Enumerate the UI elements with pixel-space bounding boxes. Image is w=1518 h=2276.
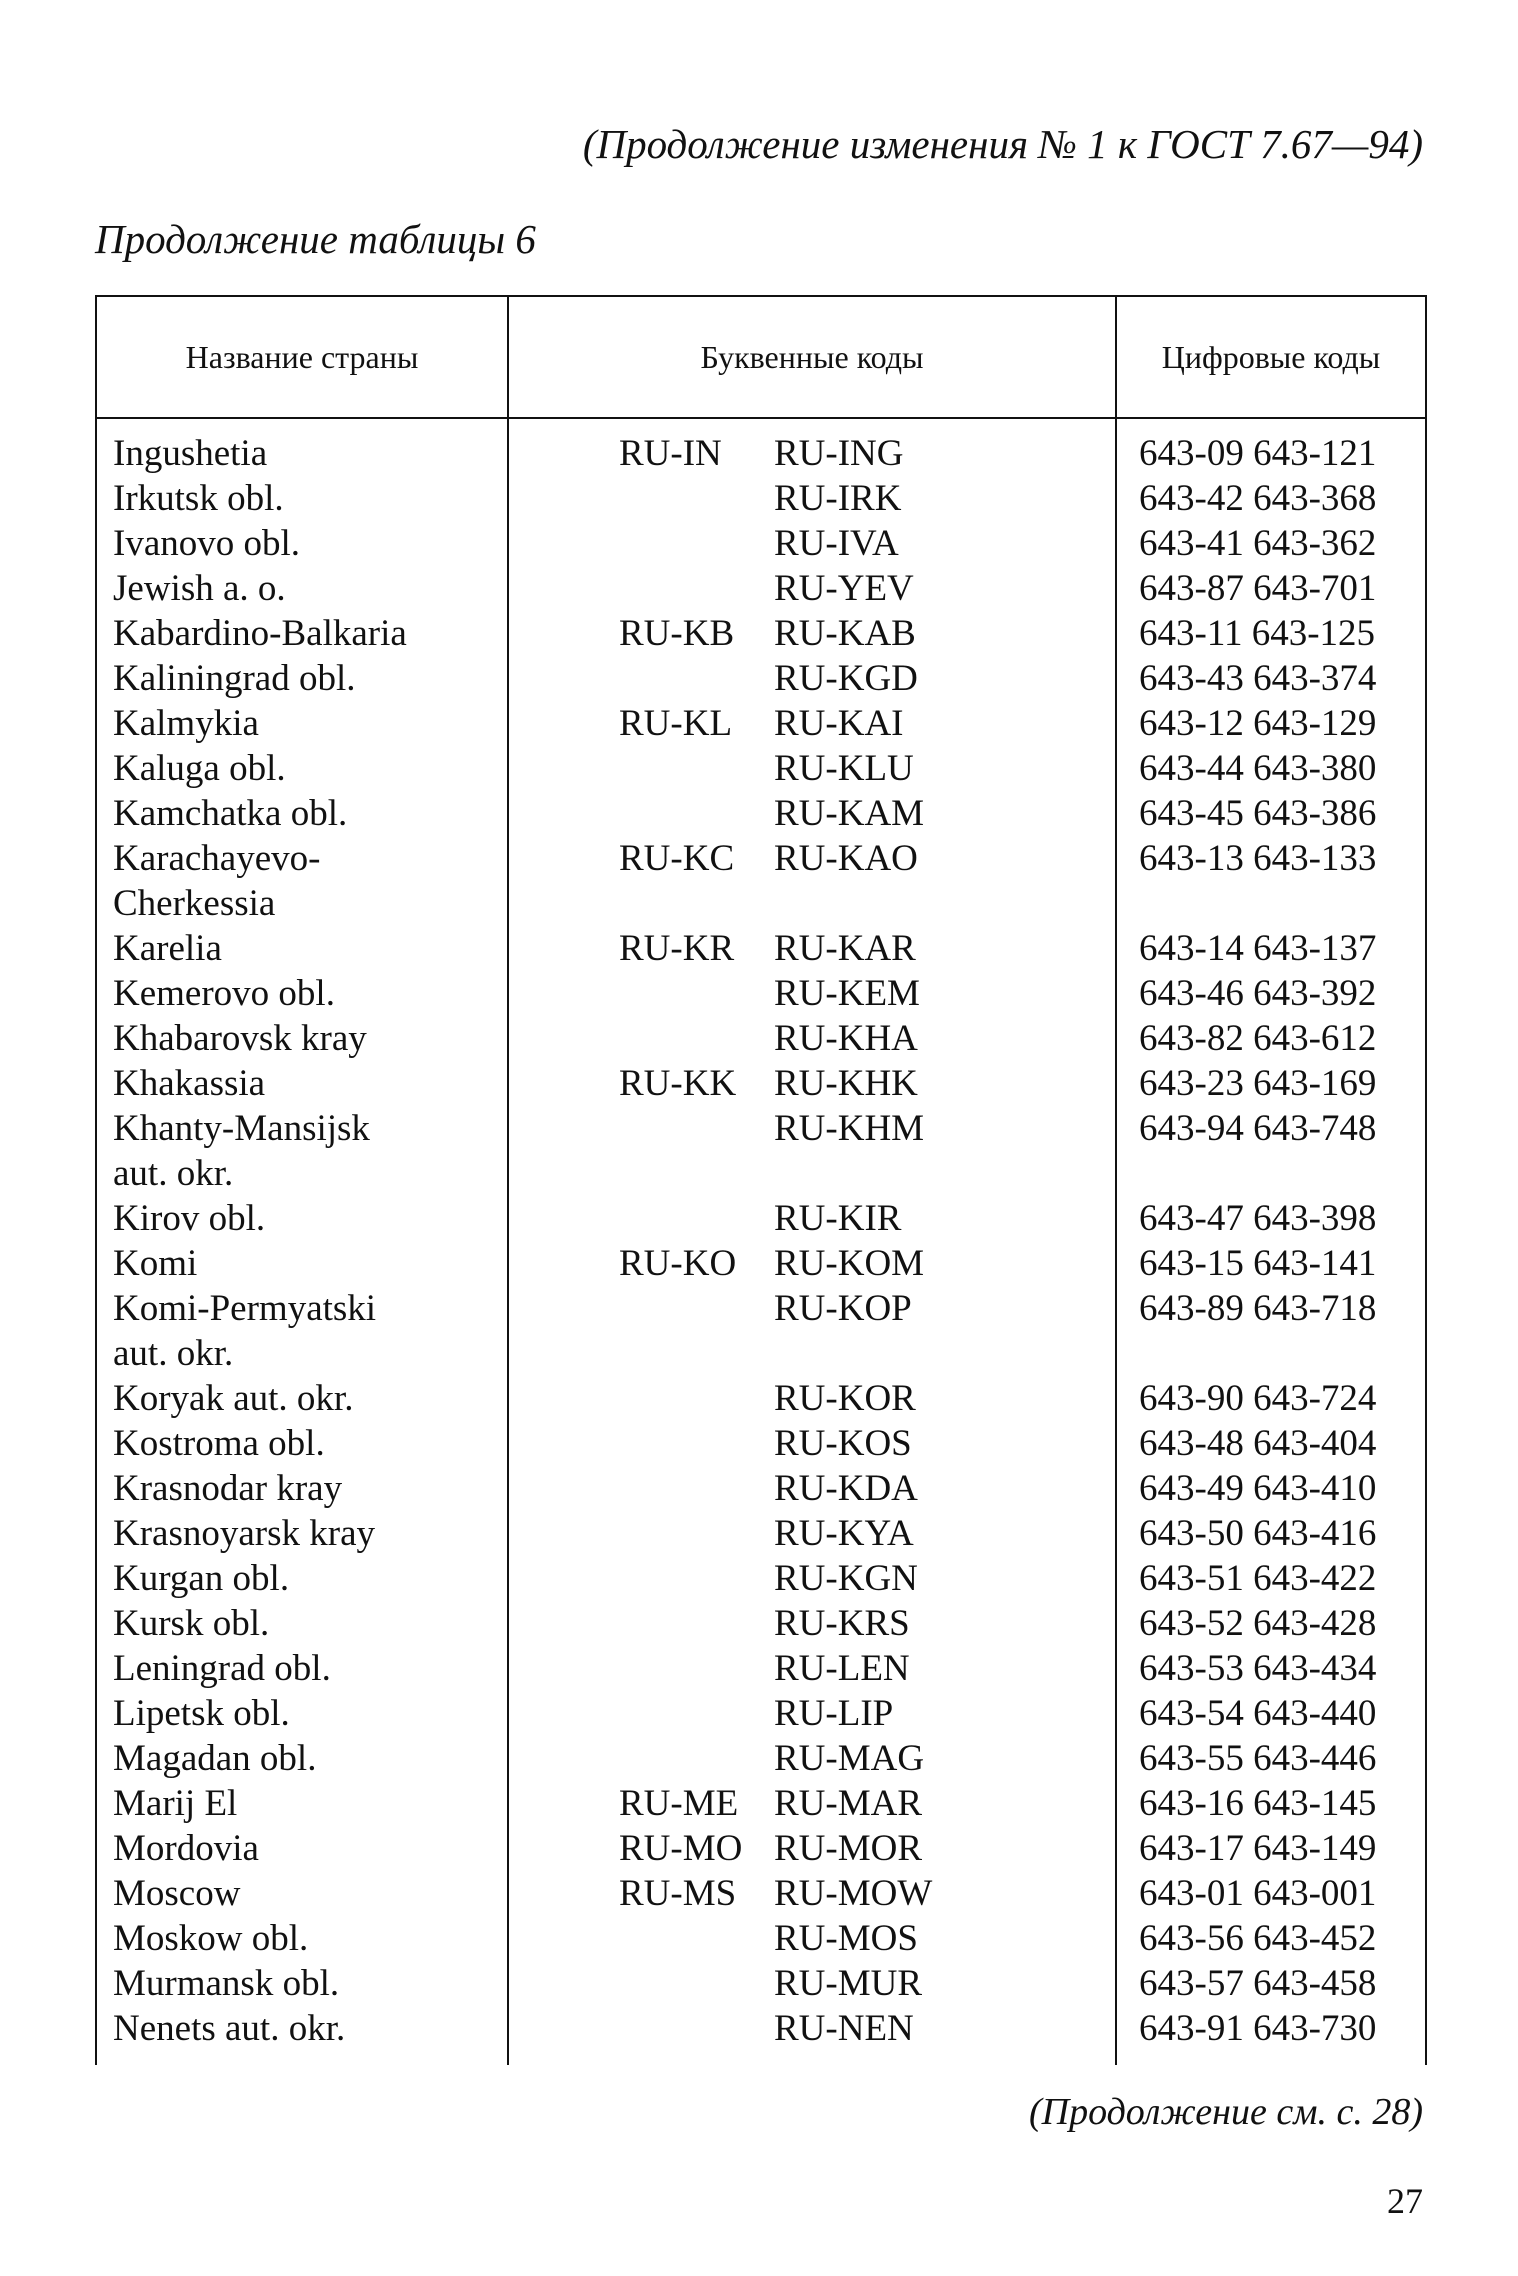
alpha-codes-cell [508, 566, 1116, 611]
numeric-codes-cell: 643-15 643-141 [1116, 1241, 1426, 1286]
numeric-codes-cell: 643-50 643-416 [1116, 1511, 1426, 1556]
alpha-codes-cell [508, 476, 1116, 521]
country-name-cell: aut. okr. [96, 1331, 508, 1376]
alpha3-code: RU-KDA [774, 1468, 918, 1509]
numeric-codes-cell: 643-53 643-434 [1116, 1646, 1426, 1691]
country-name-cell: Marij El [96, 1781, 508, 1826]
numeric-codes-cell: 643-87 643-701 [1116, 566, 1426, 611]
table-row [96, 1691, 1426, 1736]
alpha-codes-wrapper [509, 746, 1115, 791]
alpha-codes-cell [508, 1961, 1116, 2006]
table-row [96, 2006, 1426, 2065]
alpha-codes-cell [508, 1916, 1116, 1961]
alpha3-code: RU-KRS [774, 1603, 910, 1644]
country-name-cell: Khanty-Mansijsk [96, 1106, 508, 1151]
alpha3-code: RU-KAI [774, 703, 904, 744]
alpha-codes-wrapper [509, 1421, 1115, 1466]
country-name-cell: Koryak aut. okr. [96, 1376, 508, 1421]
alpha3-code: RU-MAG [774, 1738, 925, 1779]
alpha-codes-wrapper [509, 656, 1115, 701]
country-name-cell: Komi-Permyatski [96, 1286, 508, 1331]
table-row [96, 836, 1426, 881]
table-row [96, 1016, 1426, 1061]
numeric-codes-cell: 643-56 643-452 [1116, 1916, 1426, 1961]
alpha3-code: RU-KOP [774, 1288, 912, 1329]
alpha-codes-cell [508, 611, 1116, 656]
country-name-cell: Kaluga obl. [96, 746, 508, 791]
country-name-cell: Kamchatka obl. [96, 791, 508, 836]
alpha-codes-wrapper [509, 431, 1115, 476]
alpha-codes-wrapper [509, 701, 1115, 746]
country-name-cell: Khakassia [96, 1061, 508, 1106]
alpha3-code: RU-KEM [774, 973, 920, 1014]
country-name-cell: Jewish a. o. [96, 566, 508, 611]
numeric-codes-cell: 643-42 643-368 [1116, 476, 1426, 521]
numeric-codes-cell: 643-09 643-121 [1116, 418, 1426, 476]
alpha2-code: RU-IN [619, 433, 722, 474]
table-row [96, 1241, 1426, 1286]
numeric-codes-cell: 643-47 643-398 [1116, 1196, 1426, 1241]
alpha3-code: RU-KHK [774, 1063, 918, 1104]
table-row [96, 881, 1426, 926]
country-name-cell: Khabarovsk kray [96, 1016, 508, 1061]
alpha-codes-wrapper [509, 1331, 1115, 1376]
alpha2-code: RU-KC [619, 838, 735, 879]
country-name-cell: Mordovia [96, 1826, 508, 1871]
alpha-codes-wrapper [509, 971, 1115, 1016]
country-name-cell: Karachayevo- [96, 836, 508, 881]
country-name-cell: Kurgan obl. [96, 1556, 508, 1601]
alpha-codes-wrapper [509, 1466, 1115, 1511]
alpha-codes-wrapper [509, 1916, 1115, 1961]
numeric-codes-cell: 643-91 643-730 [1116, 2006, 1426, 2065]
numeric-codes-cell: 643-16 643-145 [1116, 1781, 1426, 1826]
numeric-codes-cell [1116, 1151, 1426, 1196]
table-row [96, 1061, 1426, 1106]
table-row [96, 476, 1426, 521]
alpha2-code: RU-ME [619, 1783, 739, 1824]
numeric-codes-cell: 643-45 643-386 [1116, 791, 1426, 836]
alpha-codes-wrapper [509, 1646, 1115, 1691]
country-name-cell: Kalmykia [96, 701, 508, 746]
alpha-codes-cell [508, 1736, 1116, 1781]
numeric-codes-cell: 643-13 643-133 [1116, 836, 1426, 881]
alpha3-code: RU-KOR [774, 1378, 916, 1419]
alpha3-code: RU-KHA [774, 1018, 918, 1059]
country-name-cell: aut. okr. [96, 1151, 508, 1196]
alpha3-code: RU-ING [774, 433, 904, 474]
alpha2-code: RU-KO [619, 1243, 737, 1284]
table-row [96, 1916, 1426, 1961]
alpha-codes-wrapper [509, 1871, 1115, 1916]
alpha-codes-cell [508, 1871, 1116, 1916]
table-row [96, 1646, 1426, 1691]
alpha-codes-cell [508, 1556, 1116, 1601]
alpha3-code: RU-LIP [774, 1693, 894, 1734]
alpha-codes-wrapper [509, 1826, 1115, 1871]
numeric-codes-cell: 643-82 643-612 [1116, 1016, 1426, 1061]
alpha2-code: RU-MS [619, 1873, 737, 1914]
alpha-codes-cell [508, 1286, 1116, 1331]
numeric-codes-cell: 643-17 643-149 [1116, 1826, 1426, 1871]
alpha-codes-cell [508, 1196, 1116, 1241]
country-name-cell: Kursk obl. [96, 1601, 508, 1646]
alpha-codes-wrapper [509, 1151, 1115, 1196]
alpha-codes-wrapper [509, 1511, 1115, 1556]
alpha-codes-cell [508, 701, 1116, 746]
numeric-codes-cell: 643-23 643-169 [1116, 1061, 1426, 1106]
alpha-codes-wrapper [509, 1691, 1115, 1736]
country-name-cell: Karelia [96, 926, 508, 971]
table-row [96, 521, 1426, 566]
alpha-codes-wrapper [509, 1196, 1115, 1241]
alpha-codes-cell [508, 1376, 1116, 1421]
numeric-codes-cell [1116, 881, 1426, 926]
numeric-codes-cell: 643-41 643-362 [1116, 521, 1426, 566]
alpha3-code: RU-KAB [774, 613, 916, 654]
numeric-codes-cell: 643-49 643-410 [1116, 1466, 1426, 1511]
numeric-codes-cell: 643-11 643-125 [1116, 611, 1426, 656]
alpha-codes-wrapper [509, 1061, 1115, 1106]
alpha3-code: RU-KAM [774, 793, 925, 834]
alpha3-code: RU-KAO [774, 838, 918, 879]
alpha-codes-wrapper [509, 1781, 1115, 1826]
table-row [96, 926, 1426, 971]
numeric-codes-cell: 643-14 643-137 [1116, 926, 1426, 971]
table-row [96, 1781, 1426, 1826]
table-row [96, 1376, 1426, 1421]
alpha-codes-cell [508, 521, 1116, 566]
table-row [96, 1466, 1426, 1511]
alpha-codes-cell [508, 1601, 1116, 1646]
alpha3-code: RU-KGN [774, 1558, 918, 1599]
country-name-cell: Lipetsk obl. [96, 1691, 508, 1736]
alpha3-code: RU-KOS [774, 1423, 912, 1464]
alpha3-code: RU-MAR [774, 1783, 923, 1824]
country-name-cell: Cherkessia [96, 881, 508, 926]
alpha3-code: RU-KOM [774, 1243, 925, 1284]
alpha3-code: RU-KHM [774, 1108, 925, 1149]
numeric-codes-cell: 643-01 643-001 [1116, 1871, 1426, 1916]
table-row [96, 1421, 1426, 1466]
alpha2-code: RU-MO [619, 1828, 743, 1869]
alpha-codes-cell [508, 881, 1116, 926]
alpha-codes-cell [508, 791, 1116, 836]
alpha-codes-cell [508, 1511, 1116, 1556]
alpha-codes-cell [508, 1151, 1116, 1196]
country-name-cell: Magadan obl. [96, 1736, 508, 1781]
alpha3-code: RU-MUR [774, 1963, 923, 2004]
alpha-codes-cell [508, 1781, 1116, 1826]
alpha-codes-wrapper [509, 2006, 1115, 2051]
numeric-codes-cell: 643-51 643-422 [1116, 1556, 1426, 1601]
table-row [96, 1286, 1426, 1331]
country-name-cell: Kabardino-Balkaria [96, 611, 508, 656]
country-name-cell: Ingushetia [96, 418, 508, 476]
codes-table [95, 295, 1427, 2065]
alpha-codes-wrapper [509, 836, 1115, 881]
alpha3-code: RU-IRK [774, 478, 902, 519]
alpha-codes-cell [508, 746, 1116, 791]
country-name-cell: Irkutsk obl. [96, 476, 508, 521]
numeric-codes-cell [1116, 1331, 1426, 1376]
alpha-codes-wrapper [509, 791, 1115, 836]
table-header-row [96, 296, 1426, 418]
alpha-codes-wrapper [509, 926, 1115, 971]
alpha-codes-cell [508, 2006, 1116, 2065]
numeric-codes-cell: 643-48 643-404 [1116, 1421, 1426, 1466]
numeric-codes-cell: 643-54 643-440 [1116, 1691, 1426, 1736]
alpha-codes-cell [508, 1016, 1116, 1061]
alpha-codes-wrapper [509, 1241, 1115, 1286]
country-name-cell: Moskow obl. [96, 1916, 508, 1961]
alpha2-code: RU-KL [619, 703, 733, 744]
table-row [96, 418, 1426, 476]
numeric-codes-cell: 643-44 643-380 [1116, 746, 1426, 791]
table-body [96, 418, 1426, 2065]
table-row [96, 1601, 1426, 1646]
alpha-codes-wrapper [509, 1736, 1115, 1781]
alpha-codes-wrapper [509, 1961, 1115, 2006]
country-name-cell: Nenets aut. okr. [96, 2006, 508, 2065]
alpha3-code: RU-YEV [774, 568, 914, 609]
column-header-country-name: Название страны [96, 296, 508, 418]
alpha-codes-wrapper [509, 611, 1115, 656]
table-row [96, 1151, 1426, 1196]
country-name-cell: Moscow [96, 1871, 508, 1916]
column-header-alpha-codes: Буквенные коды [508, 296, 1116, 418]
country-name-cell: Kostroma obl. [96, 1421, 508, 1466]
alpha2-code: RU-KK [619, 1063, 737, 1104]
country-name-cell: Krasnoyarsk kray [96, 1511, 508, 1556]
alpha3-code: RU-KLU [774, 748, 914, 789]
alpha3-code: RU-MOR [774, 1828, 923, 1869]
alpha-codes-wrapper [509, 521, 1115, 566]
table-row [96, 791, 1426, 836]
country-name-cell: Leningrad obl. [96, 1646, 508, 1691]
table-caption: Продолжение таблицы 6 [95, 216, 536, 262]
table-row [96, 971, 1426, 1016]
alpha-codes-cell [508, 1331, 1116, 1376]
numeric-codes-cell: 643-52 643-428 [1116, 1601, 1426, 1646]
table-row [96, 1511, 1426, 1556]
alpha-codes-wrapper [509, 1016, 1115, 1061]
numeric-codes-cell: 643-89 643-718 [1116, 1286, 1426, 1331]
alpha-codes-cell [508, 1106, 1116, 1151]
alpha3-code: RU-IVA [774, 523, 899, 564]
alpha3-code: RU-KGD [774, 658, 918, 699]
alpha-codes-cell [508, 1241, 1116, 1286]
alpha3-code: RU-MOW [774, 1873, 933, 1914]
table-row [96, 701, 1426, 746]
alpha-codes-wrapper [509, 1286, 1115, 1331]
alpha-codes-wrapper [509, 1556, 1115, 1601]
alpha-codes-wrapper [509, 476, 1115, 521]
table-row [96, 1871, 1426, 1916]
country-name-cell: Krasnodar kray [96, 1466, 508, 1511]
table-row [96, 746, 1426, 791]
table-row [96, 1331, 1426, 1376]
alpha3-code: RU-NEN [774, 2008, 914, 2049]
country-name-cell: Ivanovo obl. [96, 521, 508, 566]
column-header-numeric-codes: Цифровые коды [1116, 296, 1426, 418]
table-row [96, 1826, 1426, 1871]
table-row [96, 566, 1426, 611]
alpha2-code: RU-KR [619, 928, 735, 969]
country-name-cell: Kirov obl. [96, 1196, 508, 1241]
country-name-cell: Komi [96, 1241, 508, 1286]
table-row [96, 1106, 1426, 1151]
numeric-codes-cell: 643-12 643-129 [1116, 701, 1426, 746]
alpha-codes-cell [508, 1691, 1116, 1736]
numeric-codes-cell: 643-90 643-724 [1116, 1376, 1426, 1421]
alpha-codes-cell [508, 971, 1116, 1016]
table-row [96, 1736, 1426, 1781]
numeric-codes-cell: 643-55 643-446 [1116, 1736, 1426, 1781]
alpha-codes-cell [508, 656, 1116, 701]
alpha-codes-cell [508, 1826, 1116, 1871]
header-continuation-note: (Продолжение изменения № 1 к ГОСТ 7.67—94) [582, 121, 1423, 167]
table-row [96, 1556, 1426, 1601]
country-name-cell: Kemerovo obl. [96, 971, 508, 1016]
table-header [96, 296, 1426, 418]
footer-continuation-note: (Продолжение см. с. 28) [1028, 2091, 1423, 2133]
alpha-codes-cell [508, 1646, 1116, 1691]
numeric-codes-cell: 643-57 643-458 [1116, 1961, 1426, 2006]
alpha3-code: RU-KAR [774, 928, 916, 969]
alpha3-code: RU-LEN [774, 1648, 910, 1689]
alpha3-code: RU-MOS [774, 1918, 918, 1959]
alpha2-code: RU-KB [619, 613, 735, 654]
page-number: 27 [1387, 2181, 1423, 2221]
country-name-cell: Murmansk obl. [96, 1961, 508, 2006]
table-row [96, 656, 1426, 701]
numeric-codes-cell: 643-94 643-748 [1116, 1106, 1426, 1151]
numeric-codes-cell: 643-46 643-392 [1116, 971, 1426, 1016]
alpha-codes-cell [508, 836, 1116, 881]
alpha-codes-wrapper [509, 881, 1115, 926]
table-row [96, 1196, 1426, 1241]
alpha-codes-wrapper [509, 1601, 1115, 1646]
alpha-codes-cell [508, 1466, 1116, 1511]
alpha3-code: RU-KIR [774, 1198, 902, 1239]
alpha-codes-wrapper [509, 1376, 1115, 1421]
alpha-codes-wrapper [509, 566, 1115, 611]
alpha-codes-cell [508, 1421, 1116, 1466]
alpha-codes-cell [508, 1061, 1116, 1106]
table-row [96, 611, 1426, 656]
numeric-codes-cell: 643-43 643-374 [1116, 656, 1426, 701]
table-row [96, 1961, 1426, 2006]
alpha-codes-cell [508, 418, 1116, 476]
alpha-codes-cell [508, 926, 1116, 971]
country-name-cell: Kaliningrad obl. [96, 656, 508, 701]
alpha-codes-wrapper [509, 1106, 1115, 1151]
alpha3-code: RU-KYA [774, 1513, 914, 1554]
